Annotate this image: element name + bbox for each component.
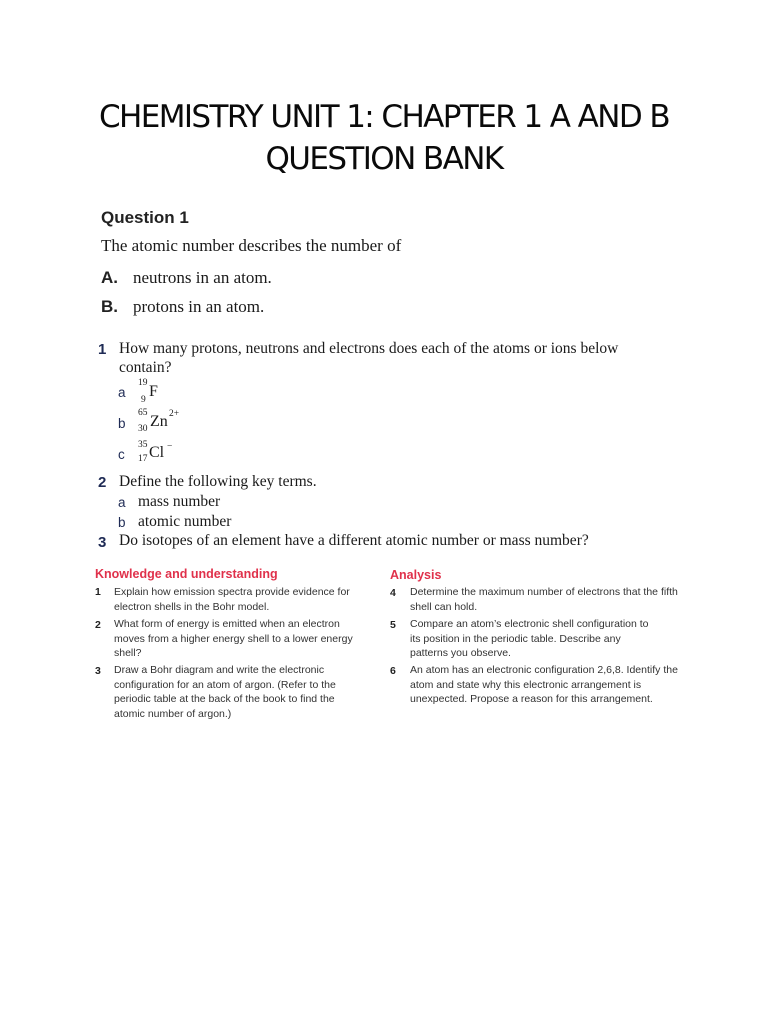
isotope-zn: [138, 408, 208, 436]
analysis-item-5-text: Compare an atom’s electronic shell configuration to its position in the periodic table. Describe any patterns you observe.: [410, 618, 649, 659]
isotope-a-letter: a: [118, 385, 126, 400]
section-q3-text: Do isotopes of an element have a different atomic number or mass number?: [119, 532, 589, 549]
option-b-letter: B.: [101, 297, 118, 316]
option-b: [101, 297, 265, 317]
isotope-f: [138, 378, 198, 406]
option-a-text: neutrons in an atom.: [133, 268, 272, 287]
analysis-item-6-text: An atom has an electronic configuration 2,6,8. Identify the atom and state why this electronic arrangement is unexpected. Propose a reason for this arrangement.: [410, 664, 678, 705]
isotope-zn-atomic: 30: [138, 424, 148, 434]
section-q3-number: 3: [98, 534, 107, 551]
section-q2-a-text: mass number: [138, 493, 221, 510]
knowledge-item-1-number: 1: [95, 586, 101, 598]
section-q2-b-text: atomic number: [138, 513, 232, 530]
title-line-2: QUESTION BANK: [265, 141, 503, 177]
section-q1-line-2: contain?: [119, 359, 172, 376]
isotope-c-letter: c: [118, 447, 125, 462]
section-q2-number: 2: [98, 474, 107, 491]
analysis-item-6-number: 6: [390, 665, 396, 677]
analysis-item-5-number: 5: [390, 619, 396, 631]
isotope-cl-charge: −: [167, 442, 173, 452]
isotope-f-symbol: F: [149, 383, 158, 400]
title-line-1: CHEMISTRY UNIT 1: CHAPTER 1 A AND B: [98, 99, 670, 135]
isotope-zn-mass: 65: [138, 408, 148, 418]
section-q2-b-letter: b: [118, 515, 126, 530]
isotope-f-mass: 19: [138, 378, 148, 388]
knowledge-item-2-number: 2: [95, 619, 101, 631]
section-q2-a-letter: a: [118, 495, 126, 510]
analysis-heading: Analysis: [390, 568, 442, 582]
section-q2-text: Define the following key terms.: [119, 473, 317, 490]
knowledge-item-3-text: Draw a Bohr diagram and write the electronic configuration for an atom of argon. (Refer to the periodic table at the back of the book to find the atomic number of argon.): [114, 664, 336, 720]
option-a: [101, 268, 272, 288]
knowledge-item-3-number: 3: [95, 665, 101, 677]
isotope-cl: [138, 440, 198, 468]
analysis-item-4-number: 4: [390, 587, 396, 599]
isotope-zn-symbol: Zn: [150, 413, 168, 430]
section-q1-number: 1: [98, 341, 107, 358]
question-1-stem: The atomic number describes the number of: [101, 236, 402, 255]
knowledge-heading: Knowledge and understanding: [95, 567, 278, 581]
option-b-text: protons in an atom.: [133, 297, 265, 316]
isotope-cl-symbol: Cl: [149, 444, 165, 461]
isotope-cl-mass: 35: [138, 440, 148, 450]
knowledge-item-2-text: What form of energy is emitted when an electron moves from a higher energy shell to a lower energy shell?: [114, 618, 353, 659]
isotope-b-letter: b: [118, 416, 126, 431]
page-title: [40, 96, 728, 180]
knowledge-item-1-text: Explain how emission spectra provide evidence for electron shells in the Bohr model.: [114, 586, 350, 613]
question-1-heading: Question 1: [101, 208, 189, 227]
isotope-cl-atomic: 17: [138, 454, 148, 464]
section-q1-line-1: How many protons, neutrons and electrons does each of the atoms or ions below: [119, 340, 619, 357]
analysis-item-4-text: Determine the maximum number of electrons that the fifth shell can hold.: [410, 586, 678, 613]
option-a-letter: A.: [101, 268, 118, 287]
isotope-f-atomic: 9: [141, 395, 146, 405]
isotope-zn-charge: 2+: [169, 409, 180, 419]
